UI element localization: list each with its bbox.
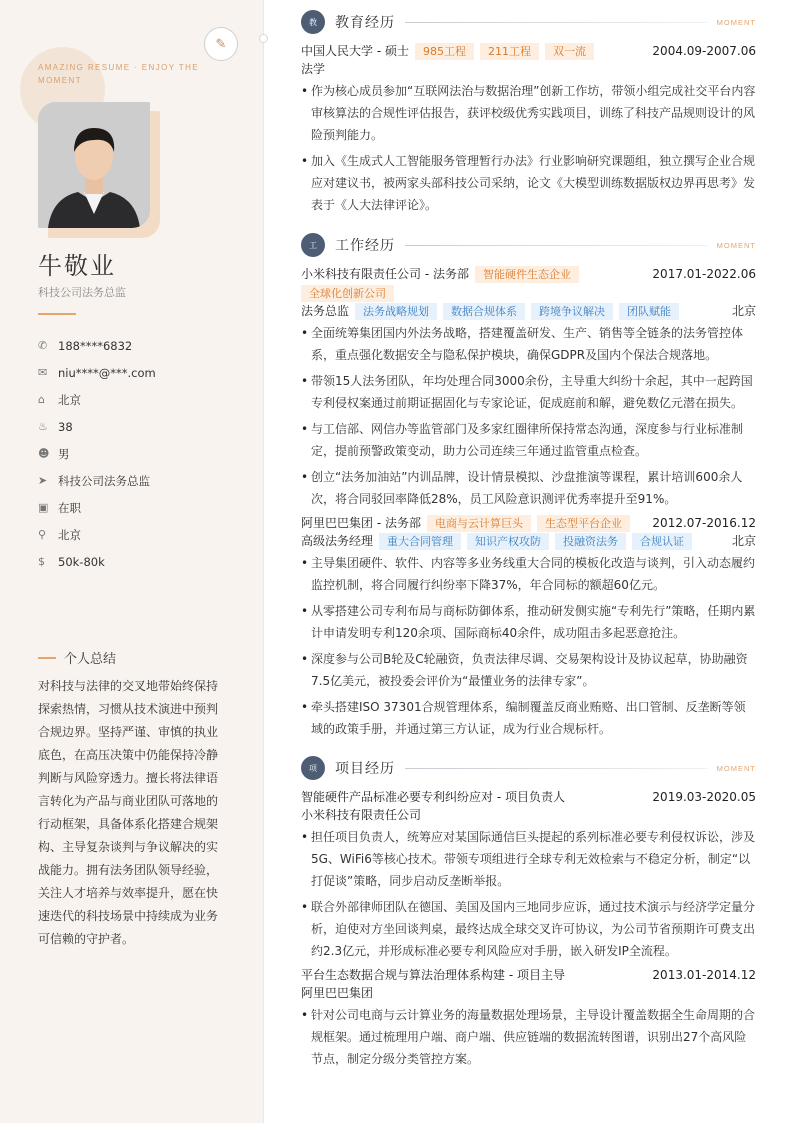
- job-role: 高级法务经理: [301, 534, 374, 548]
- briefcase-icon: ▣: [38, 501, 49, 514]
- company-tag: 电商与云计算巨头: [427, 515, 531, 532]
- list-item: • 牵头搭建ISO 37301合规管理体系，编制覆盖反商业贿赂、出口管制、反垄断等领域的政策手册，并通过第三方认证，成为行业合规标杆。: [301, 696, 756, 740]
- list-item: • 深度参与公司B轮及C轮融资，负责法律尽调、交易架构设计及协议起草，协助融资7.5亿美元，被投委会评价为“最懂业务的法律专家”。: [301, 648, 756, 692]
- list-item: • 联合外部律师团队在德国、美国及国内三地同步应诉，通过技术演示与经济学定量分析，迫使对方坐回谈判桌，最终达成全球交叉许可协议，为公司节省预期许可费支出约2.3亿元，并形成标准必要专利风险应对手册，嵌入研发IP全流程。: [301, 896, 756, 962]
- info-hometown: [38, 386, 156, 413]
- list-item: • 主导集团硬件、软件、内容等多业务线重大合同的模板化改造与谈判，引入动态履约监控机制，将合同履行纠纷率下降37%，年合同标的额超60亿元。: [301, 552, 756, 596]
- school-tag: 双一流: [545, 43, 594, 60]
- work-section: [301, 233, 756, 744]
- skill-tag: 合规认证: [632, 533, 692, 550]
- job-city: 北京: [731, 534, 756, 548]
- list-item: • 与工信部、网信办等监管部门及多家红圈律所保持常态沟通，深度参与行业标准制定，提前预警政策变动，助力公司连续三年通过监管重点检查。: [301, 418, 756, 462]
- projects-header: [301, 756, 756, 780]
- info-target: [38, 467, 156, 494]
- project-org-row: [301, 984, 756, 1002]
- job-bullets: [301, 322, 756, 510]
- skill-tag: 知识产权攻防: [467, 533, 549, 550]
- info-status: [38, 494, 156, 521]
- section-line: [405, 22, 707, 23]
- summary-title: 个人总结: [64, 652, 117, 667]
- sidebar: [0, 0, 264, 1123]
- list-item: • 带领15人法务团队，年均处理合同3000余份，主导重大纠纷十余起，其中一起跨国专利侵权案通过前期证据固化与专家论证，促成庭前和解，避免数亿元潜在损失。: [301, 370, 756, 414]
- summary-bar: [38, 657, 56, 659]
- phone-icon: ✆: [38, 339, 48, 352]
- info-location-text: 北京: [58, 527, 81, 542]
- avatar: [38, 102, 150, 228]
- projects-badge: 项: [301, 756, 325, 780]
- list-item: • 作为核心成员参加“互联网法治与数据治理”创新工作坊，带领小组完成社交平台内容审核算法的合规性评估报告，获评校级优秀实践项目，训练了科技产品规则设计的风险预判能力。: [301, 80, 756, 146]
- company-name: 阿里巴巴集团 - 法务部: [301, 516, 421, 530]
- skill-tag: 投融资法务: [555, 533, 626, 550]
- job-row: [301, 265, 756, 302]
- project-bullets: [301, 826, 756, 962]
- skill-tag: 团队赋能: [619, 303, 679, 320]
- info-salary-text: 50k-80k: [58, 554, 105, 569]
- info-email: [38, 359, 156, 386]
- work-badge: 工: [301, 233, 325, 257]
- accent-divider: [38, 313, 76, 315]
- education-row: [301, 42, 756, 60]
- skill-tag: 法务战略规划: [355, 303, 437, 320]
- list-item: • 针对公司电商与云计算业务的海量数据处理场景，主导设计覆盖数据全生命周期的合规框架。通过梳理用户端、商户端、供应链端的数据流转图谱，识别出27个高风险节点，制定分级分类管控方案。: [301, 1004, 756, 1070]
- job-title: 科技公司法务总监: [38, 286, 126, 299]
- education-title: 教育经历: [335, 15, 395, 31]
- education-bullets: [301, 80, 756, 216]
- list-item: • 创立“法务加油站”内训品牌，设计情景模拟、沙盘推演等课程，累计培训600余人次，将合同驳回率降低28%，员工风险意识测评优秀率提升至91%。: [301, 466, 756, 510]
- company-tag: 智能硬件生态企业: [475, 266, 579, 283]
- education-badge: 教: [301, 10, 325, 34]
- project-row: [301, 966, 756, 984]
- project-name: 智能硬件产品标准必要专利纠纷应对 - 项目负责人: [301, 790, 565, 804]
- pen-icon: ✎: [204, 27, 238, 61]
- skill-tag: 重大合同管理: [379, 533, 461, 550]
- role-row: [301, 532, 756, 550]
- cake-icon: ♨: [38, 420, 48, 433]
- location-icon: ⚲: [38, 528, 47, 541]
- list-item: • 从零搭建公司专利布局与商标防御体系，推动研发侧实施“专利先行”策略，任期内累计申请发明专利120余项、国际商标40余件，成功阻击多起恶意抢注。: [301, 600, 756, 644]
- moment-label: MOMENT: [716, 240, 756, 250]
- info-age: [38, 413, 156, 440]
- info-gender-text: 男: [58, 446, 70, 461]
- summary-heading: [38, 648, 116, 667]
- skill-tag: 跨境争议解决: [531, 303, 613, 320]
- company-name: 小米科技有限责任公司 - 法务部: [301, 267, 469, 281]
- education-header: [301, 10, 756, 34]
- decorative-dot: [259, 34, 268, 43]
- company-tag: 生态型平台企业: [537, 515, 630, 532]
- job-role: 法务总监: [301, 304, 350, 318]
- skill-tag: 数据合规体系: [443, 303, 525, 320]
- moment-label: MOMENT: [716, 17, 756, 27]
- info-phone: [38, 332, 156, 359]
- info-email-text: niu****@***.com: [58, 365, 156, 380]
- major: 法学: [301, 62, 326, 76]
- education-major-row: [301, 60, 756, 78]
- job-date: 2012.07-2016.12: [652, 516, 756, 530]
- project-org: 阿里巴巴集团: [301, 986, 374, 1000]
- salary-icon: $: [38, 555, 45, 568]
- project-date: 2019.03-2020.05: [652, 790, 756, 804]
- project-org-row: [301, 806, 756, 824]
- projects-section: [301, 756, 756, 1074]
- project-org: 小米科技有限责任公司: [301, 808, 422, 822]
- home-icon: ⌂: [38, 393, 45, 406]
- list-item: • 担任项目负责人，统筹应对某国际通信巨头提起的系列标准必要专利侵权诉讼，涉及5G、WiFi6等核心技术。带领专项组进行全球专利无效检索与不稳定分析，制定“以打促谈”策略，同步启动反垄断举报。: [301, 826, 756, 892]
- section-line: [405, 245, 707, 246]
- info-status-text: 在职: [58, 500, 81, 515]
- project-row: [301, 788, 756, 806]
- person-name: 牛敬业: [38, 252, 116, 280]
- send-icon: ➤: [38, 474, 48, 487]
- info-hometown-text: 北京: [58, 392, 81, 407]
- info-location: [38, 521, 156, 548]
- education-date: 2004.09-2007.06: [652, 44, 756, 58]
- project-name: 平台生态数据合规与算法治理体系构建 - 项目主导: [301, 968, 565, 982]
- list-item: • 全面统筹集团国内外法务战略，搭建覆盖研发、生产、销售等全链条的法务管控体系，重点强化数据安全与隐私保护模块，确保GDPR及国内个保法合规落地。: [301, 322, 756, 366]
- info-target-text: 科技公司法务总监: [58, 473, 150, 488]
- info-phone-text: 188****6832: [58, 338, 133, 353]
- company-tag: 全球化创新公司: [301, 285, 394, 302]
- info-age-text: 38: [58, 419, 73, 434]
- info-salary: [38, 548, 156, 575]
- school-tag: 211工程: [480, 43, 539, 60]
- job-date: 2017.01-2022.06: [652, 267, 756, 281]
- section-line: [405, 768, 707, 769]
- school-tag: 985工程: [415, 43, 474, 60]
- work-header: [301, 233, 756, 257]
- work-title: 工作经历: [335, 238, 395, 254]
- moment-label: MOMENT: [716, 763, 756, 773]
- list-item: • 加入《生成式人工智能服务管理暂行办法》行业影响研究课题组，独立撰写企业合规应对建议书，被两家头部科技公司采纳，论文《大模型训练数据版权边界再思考》发表于《人大法律评论》。: [301, 150, 756, 216]
- project-bullets: [301, 1004, 756, 1070]
- job-city: 北京: [731, 304, 756, 318]
- tagline: AMAZING RESUME · ENJOY THE MOMENT: [38, 63, 200, 85]
- projects-title: 项目经历: [335, 761, 395, 777]
- job-row: [301, 514, 756, 532]
- role-row: [301, 302, 756, 320]
- summary-text: 对科技与法律的交叉地带始终保持探索热情，习惯从技术演进中预判合规边界。坚持严谨、审慎的执业底色，在高压决策中仍能保持冷静判断与风险穿透力。擅长将法律语言转化为产品与商业团队可落地的行动框架，具备体系化搭建合规架构、主导复杂谈判与争议解决的实战能力。拥有法务团队领导经验，关注人才培养与效率提升，愿在快速迭代的科技场景中持续成为业务可信赖的守护者。: [38, 679, 219, 946]
- info-gender: [38, 440, 156, 467]
- mail-icon: ✉: [38, 366, 48, 379]
- education-section: [301, 10, 756, 220]
- job-bullets: [301, 552, 756, 740]
- school-name: 中国人民大学 - 硕士: [301, 44, 409, 58]
- project-date: 2013.01-2014.12: [652, 968, 756, 982]
- gender-icon: ☻: [38, 447, 50, 460]
- contact-info: [38, 332, 156, 575]
